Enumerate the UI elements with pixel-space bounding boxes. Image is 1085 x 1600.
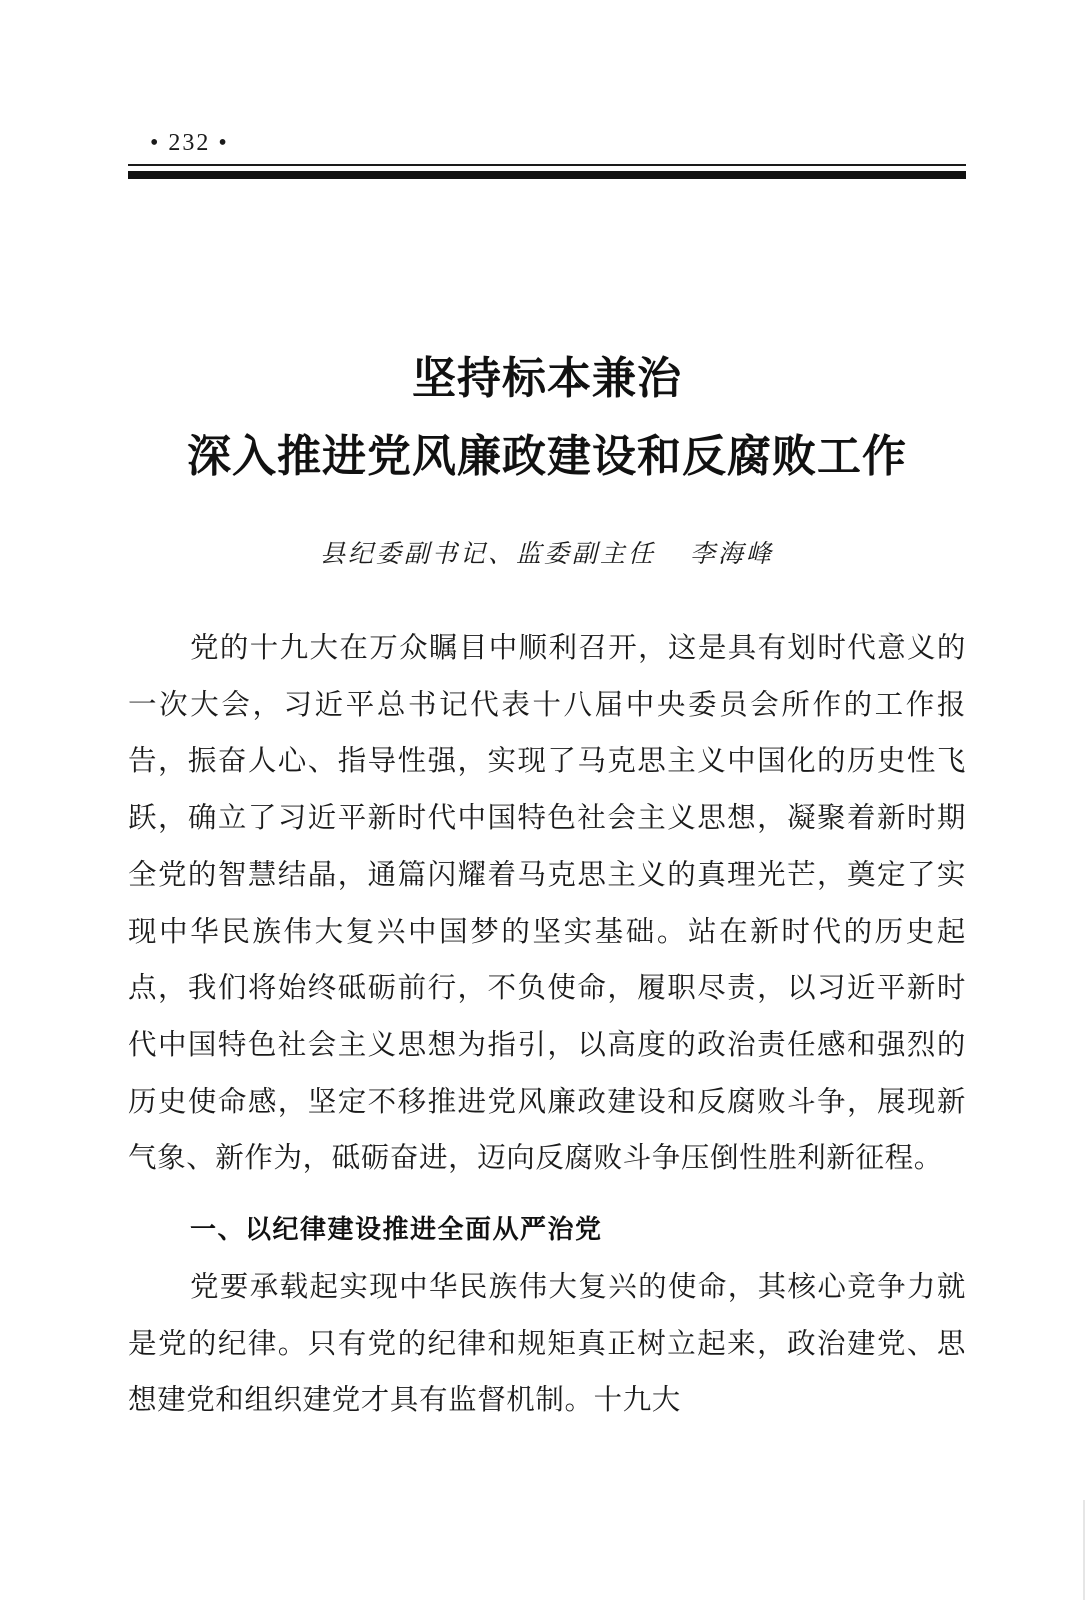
header-rule-thick [128, 171, 966, 179]
author-position: 县纪委副书记、监委副主任 [319, 539, 656, 568]
page-number: • 232 • [150, 130, 229, 156]
author-byline [128, 534, 966, 570]
article-title-line-2: 深入推进党风廉政建设和反腐败工作 [187, 431, 907, 482]
header-rule-thin [128, 164, 966, 166]
article-title-line-1: 坚持标本兼治 [412, 353, 682, 404]
author-name: 李海峰 [690, 539, 775, 568]
section-heading: 一、以纪律建设推进全面从严治党 [190, 1215, 603, 1245]
body-paragraph-1: 党的十九大在万众瞩目中顺利召开，这是具有划时代意义的一次大会，习近平总书记代表十八届中央委员会所作的工作报告，振奋人心、指导性强，实现了马克思主义中国化的历史性飞跃，确立了习近平新时代中国特色社会主义思想，凝聚着新时期全党的智慧结晶，通篇闪耀着马克思主义的真理光芒，奠定了实现中华民族伟大复兴中国梦的坚实基础。站在新时代的历史起点，我们将始终砥砺前行，不负使命，履职尽责，以习近平新时代中国特色社会主义思想为指引，以高度的政治责任感和强烈的历史使命感，坚定不移推进党风廉政建设和反腐败斗争，展现新气象、新作为，砥砺奋进，迈向反腐败斗争压倒性胜利新征程。 [128, 631, 966, 1175]
body-paragraph-2: 党要承载起实现中华民族伟大复兴的使命，其核心竞争力就是党的纪律。只有党的纪律和规矩真正树立起来，政治建党、思想建党和组织建党才具有监督机制。十九大 [128, 1270, 966, 1417]
